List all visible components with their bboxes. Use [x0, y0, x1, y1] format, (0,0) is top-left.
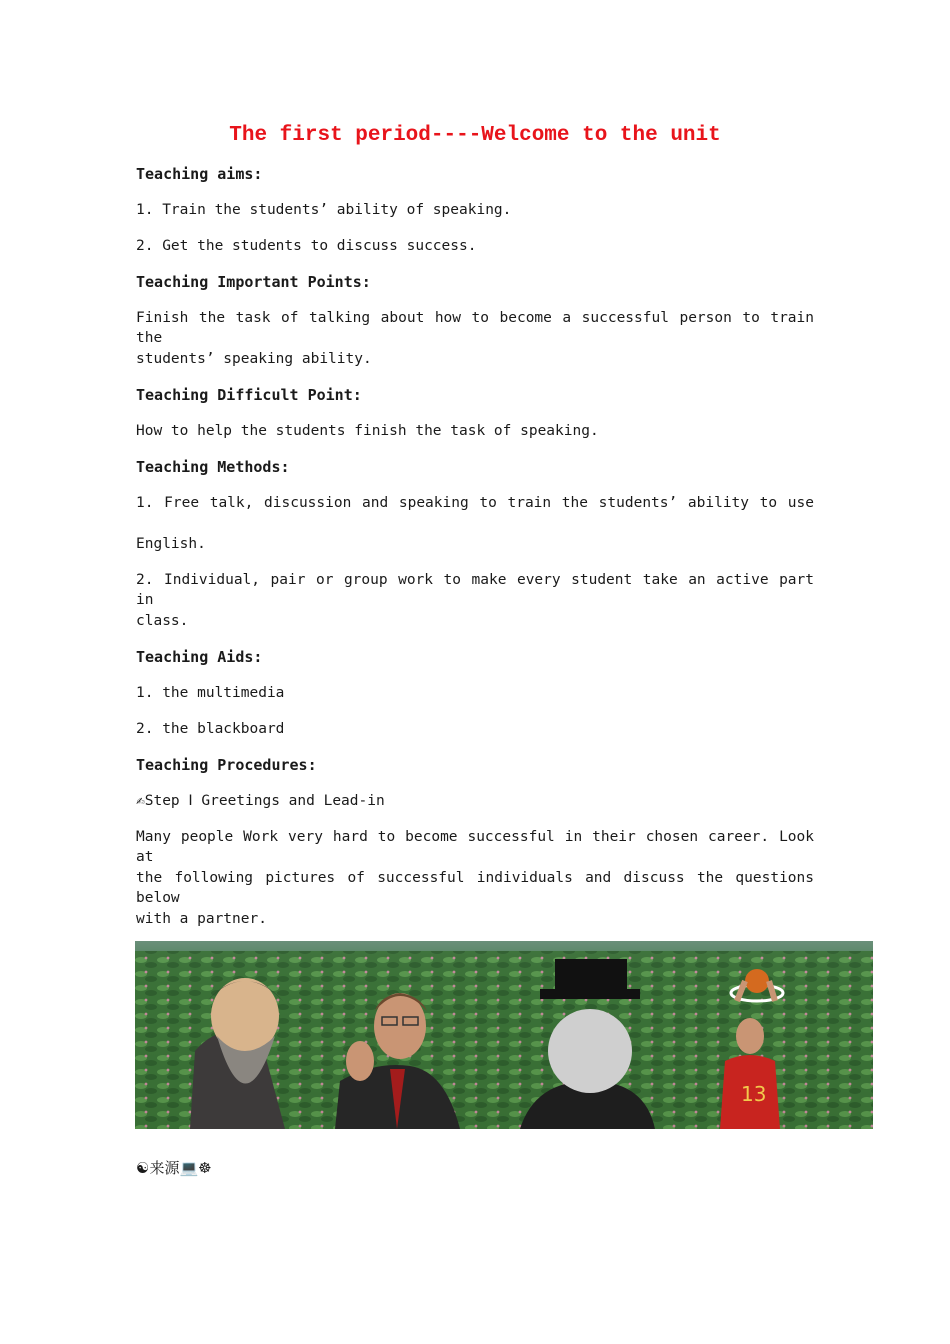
- methods-item-2-line-1: 2. Individual, pair or group work to make every student take an active part in: [136, 572, 814, 608]
- methods-item-1-line-1: 1. Free talk, discussion and speaking to train the students’ ability to use: [136, 495, 814, 511]
- aids-heading: Teaching Aids:: [136, 648, 263, 666]
- teaching-aims-heading: Teaching aims:: [136, 165, 263, 183]
- important-points-heading: Teaching Important Points:: [136, 273, 371, 291]
- important-points-line-1: Finish the task of talking about how to become a successful person to train the: [136, 310, 814, 346]
- important-points-line-2: students’ speaking ability.: [136, 351, 372, 367]
- difficult-point-text: How to help the students finish the task of speaking.: [136, 423, 599, 439]
- page-title: The first period----Welcome to the unit: [229, 124, 721, 147]
- step-1-text-line-2: the following pictures of successful individuals and discuss the questions below: [136, 870, 814, 906]
- aids-item-2: 2. the blackboard: [136, 721, 285, 737]
- step-1-text-line-3: with a partner.: [136, 911, 267, 927]
- aids-item-1: 1. the multimedia: [136, 685, 285, 701]
- methods-item-2-line-2: class.: [136, 613, 189, 629]
- successful-people-photo: [135, 941, 873, 1129]
- photo-collage: [135, 941, 873, 1129]
- step-1-heading: ✍Step Ⅰ Greetings and Lead-in: [136, 793, 385, 809]
- source-mark: ☯来源💻☸: [136, 1159, 212, 1177]
- difficult-point-heading: Teaching Difficult Point:: [136, 386, 362, 404]
- methods-item-1-line-2: English.: [136, 536, 206, 552]
- aims-item-2: 2. Get the students to discuss success.: [136, 238, 477, 254]
- methods-heading: Teaching Methods:: [136, 458, 290, 476]
- svg-text:13: 13: [741, 1082, 767, 1106]
- aims-item-1: 1. Train the students’ ability of speaking.: [136, 202, 512, 218]
- procedures-heading: Teaching Procedures:: [136, 756, 317, 774]
- step-1-text-line-1: Many people Work very hard to become successful in their chosen career. Look at: [136, 829, 814, 865]
